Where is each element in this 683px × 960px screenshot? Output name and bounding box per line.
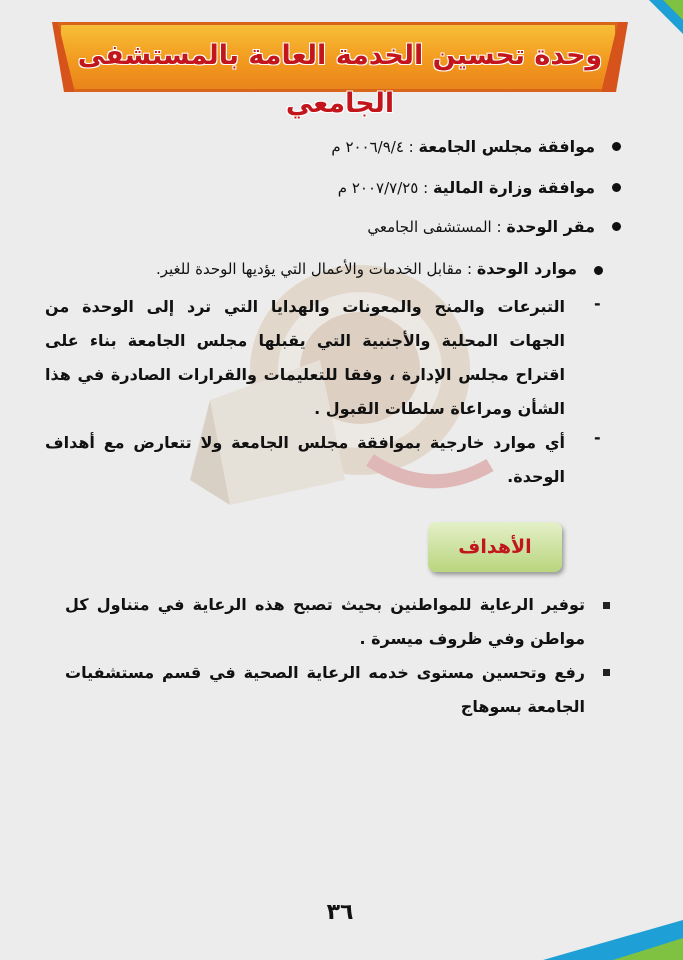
square-bullet-icon	[603, 602, 610, 609]
bullet-icon	[612, 142, 621, 151]
approval-council-label: موافقة مجلس الجامعة	[418, 137, 595, 156]
approval-finance: موافقة وزارة المالية : ٢٠٠٧/٧/٢٥ م	[337, 178, 595, 197]
goal-item: توفير الرعاية للمواطنين بحيث تصبح هذه الرعاية في متناول كل مواطن وفي ظروف ميسرة .	[65, 595, 585, 648]
unit-resources: موارد الوحدة : مقابل الخدمات والأعمال التي يؤديها الوحدة للغير.	[155, 259, 577, 278]
approval-finance-date: ٢٠٠٧/٧/٢٥ م	[337, 179, 419, 197]
approval-council: موافقة مجلس الجامعة : ٢٠٠٦/٩/٤ م	[331, 137, 595, 156]
corner-decoration-bottom-accent	[613, 938, 683, 960]
dash-bullet-icon: -	[594, 294, 601, 313]
approval-finance-label: موافقة وزارة المالية	[432, 178, 595, 197]
resource-item: أي موارد خارجية بموافقة مجلس الجامعة ولا تتعارض مع أهداف الوحدة.	[45, 433, 565, 486]
goals-heading: الأهداف	[458, 536, 532, 558]
page-title: وحدة تحسين الخدمة العامة بالمستشفى الجامعي	[77, 40, 603, 119]
resource-item: التبرعات والمنح والمعونات والهدايا التي ترد إلى الوحدة من الجهات المحلية والأجنبية التي يقبلها مجلس الجامعة بناء على اقتراح مجلس الإدارة ، وفقا للتعليمات والقرارات الصادرة في هذا الشأن ومراعاة سلطات القبول .	[45, 297, 565, 418]
unit-resources-text: مقابل الخدمات والأعمال التي يؤديها الوحدة للغير.	[155, 260, 463, 278]
unit-location-label: مقر الوحدة	[506, 217, 595, 236]
bullet-icon	[612, 183, 621, 192]
dash-bullet-icon: -	[594, 428, 601, 447]
square-bullet-icon	[603, 669, 610, 676]
page-number: ٣٦	[326, 900, 354, 925]
bullet-icon	[594, 266, 603, 275]
unit-location: مقر الوحدة : المستشفى الجامعي	[367, 217, 595, 236]
corner-decoration-top-accent	[663, 0, 683, 20]
bullet-icon	[612, 222, 621, 231]
unit-resources-label: موارد الوحدة	[476, 259, 577, 278]
goal-item: رفع وتحسين مستوى خدمه الرعاية الصحية في قسم مستشفيات الجامعة بسوهاج	[65, 663, 585, 716]
unit-location-value: المستشفى الجامعي	[367, 218, 492, 236]
approval-council-date: ٢٠٠٦/٩/٤ م	[331, 138, 404, 156]
